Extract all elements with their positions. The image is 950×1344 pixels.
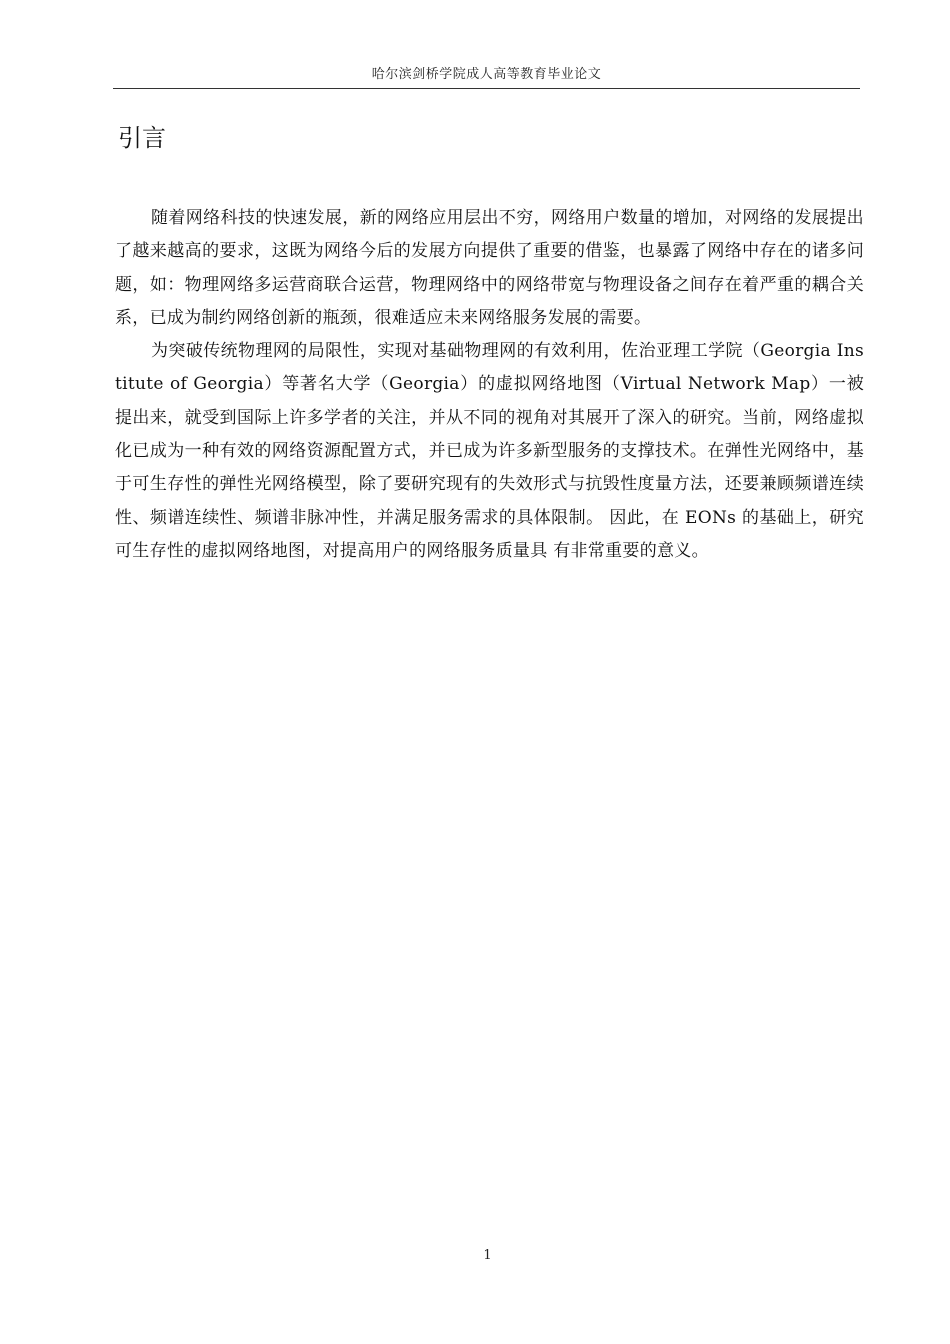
header-divider: [113, 88, 860, 89]
paragraph-2: 为突破传统物理网的局限性，实现对基础物理网的有效利用，佐治亚理工学院（Georgia Institute of Georgia）等著名大学（Georgia）的虚拟网络地图（Virtual Network Map）一被提出来，就受到国际上许多学者的关注，并从不同的视角对其展开了深入的研究。当前，网络虚拟化已成为一种有效的网络资源配置方式，并已成为许多新型服务的支撑技术。在弹性光网络中，基于可生存性的弹性光网络模型，除了要研究现有的失效形式与抗毁性度量方法，还要兼顾频谱连续性、频谱连续性、频谱非脉冲性，并满足服务需求的具体限制。 因此，在 EONs 的基础上，研究可生存性的虚拟网络地图，对提高用户的网络服务质量具 有非常重要的意义。: [115, 341, 864, 561]
running-header: 哈尔滨剑桥学院成人高等教育毕业论文: [371, 67, 602, 82]
paragraph-1: 随着网络科技的快速发展，新的网络应用层出不穷，网络用户数量的增加，对网络的发展提出了越来越高的要求，这既为网络今后的发展方向提供了重要的借鉴，也暴露了网络中存在的诸多问题，如：物理网络多运营商联合运营，物理网络中的网络带宽与物理设备之间存在着严重的耦合关系，已成为制约网络创新的瓶颈，很难适应未来网络服务发展的需要。: [115, 208, 864, 328]
page-number: 1: [483, 1248, 492, 1263]
body-text: [115, 202, 864, 568]
section-title: 引言: [118, 124, 166, 152]
